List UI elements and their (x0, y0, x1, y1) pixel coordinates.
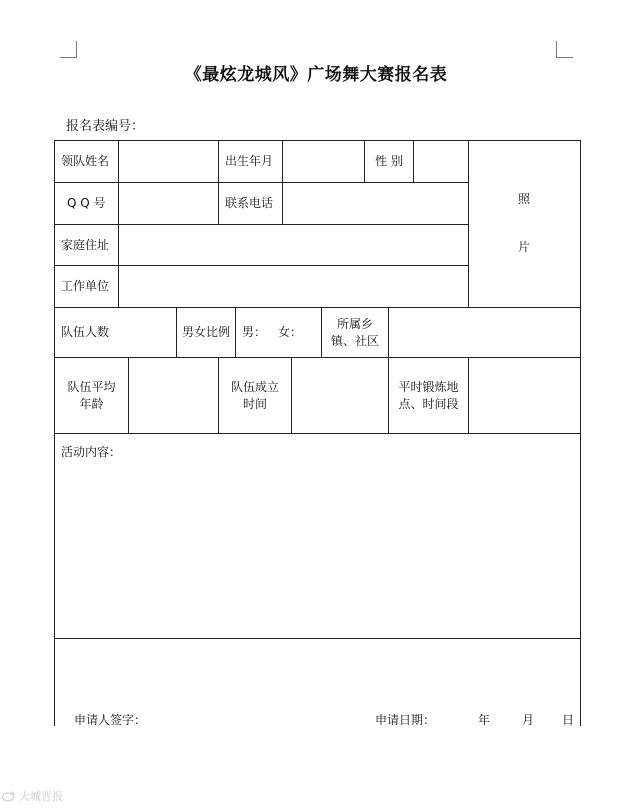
founded-label (219, 358, 291, 433)
avg-age-input[interactable] (129, 358, 218, 433)
apply-date-label: 申请日期： (375, 713, 436, 727)
photo-label-bottom: 片 (518, 240, 531, 254)
crop-mark-top-right (556, 41, 573, 58)
activities-textarea[interactable] (55, 462, 580, 637)
practice-input[interactable] (469, 358, 580, 433)
birth-date-label: 出生年月 (225, 154, 274, 169)
phone-input[interactable] (283, 183, 468, 224)
photo-label-top: 照 (518, 192, 531, 206)
avg-age-label-line2: 年龄 (79, 396, 104, 411)
avg-age-label-line1: 队伍平均 (67, 380, 116, 395)
avg-age-label (55, 358, 128, 433)
male-label: 男： (242, 325, 267, 340)
birth-date-input[interactable] (283, 141, 364, 182)
township-label-line1: 所属乡 (336, 317, 373, 332)
phone-label: 联系电话 (225, 196, 274, 211)
team-size-input[interactable] (119, 308, 176, 357)
township-label-line2: 镇、社区 (330, 333, 379, 348)
founded-label-line2: 时间 (242, 396, 267, 411)
practice-label-line1: 平时锻炼地 (398, 380, 459, 395)
home-address-input[interactable] (119, 225, 468, 265)
activities-label: 活动内容： (61, 444, 122, 459)
crop-mark-top-left (60, 41, 77, 58)
founded-label-line1: 队伍成立 (230, 380, 279, 395)
practice-label (389, 358, 468, 433)
gender-input[interactable] (414, 141, 468, 182)
gender-ratio-label: 男女比例 (181, 325, 230, 340)
female-label: 女： (278, 325, 303, 340)
form-number-input[interactable] (150, 112, 350, 132)
date-month-label: 月 (522, 713, 535, 727)
form-number-label: 报名表编号： (66, 119, 145, 134)
team-size-label: 队伍人数 (61, 325, 110, 340)
work-unit-label: 工作单位 (61, 279, 110, 294)
date-day-label: 日 (562, 713, 575, 727)
weibo-icon (2, 790, 16, 802)
qq-label: Q Q 号 (67, 196, 106, 211)
photo-box[interactable] (469, 141, 580, 307)
date-year-label: 年 (478, 713, 491, 727)
home-address-label: 家庭住址 (61, 237, 110, 252)
gender-label: 性 别 (375, 154, 403, 169)
gender-ratio-input[interactable] (236, 308, 321, 357)
work-unit-input[interactable] (119, 266, 468, 307)
practice-label-line2: 点、时间段 (398, 396, 459, 411)
qq-input[interactable] (119, 183, 218, 224)
watermark-text: 大城晋报 (19, 790, 63, 803)
township-input[interactable] (389, 308, 580, 357)
township-label (322, 308, 388, 357)
applicant-signature-label: 申请人签字： (74, 713, 147, 727)
leader-name-label: 领队姓名 (61, 154, 110, 169)
leader-name-input[interactable] (119, 141, 218, 182)
founded-input[interactable] (292, 358, 388, 433)
form-title: 《最炫龙城风》广场舞大赛报名表 (184, 65, 448, 85)
watermark (2, 788, 63, 804)
